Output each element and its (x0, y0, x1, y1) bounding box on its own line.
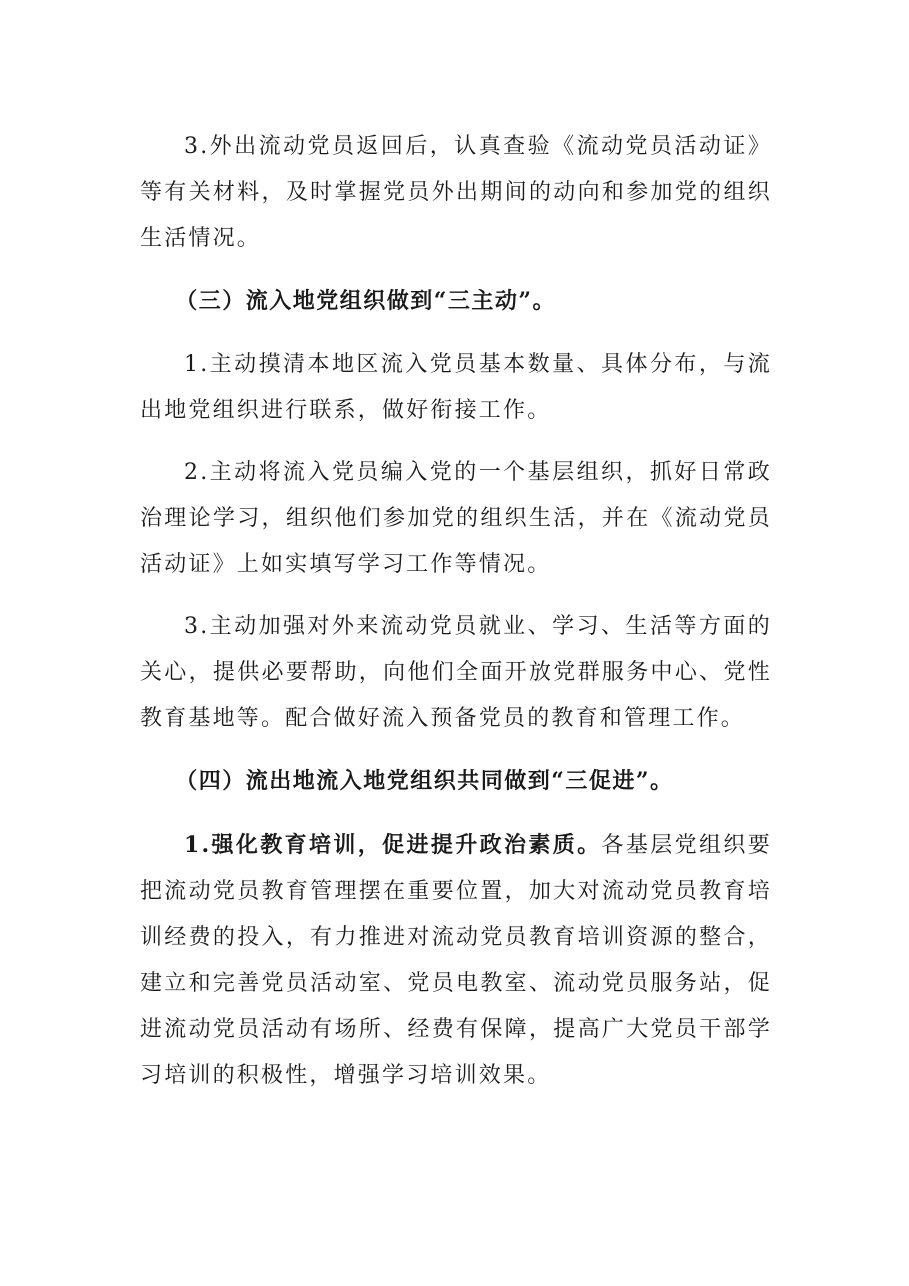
paragraph-item-3-care: 3.主动加强对外来流动党员就业、学习、生活等方面的关心，提供必要帮助，向他们全面开放党群服务中心、党性教育基地等。配合做好流入预备党员的教育和管理工作。 (140, 614, 772, 731)
paragraph-education-training (140, 822, 772, 1099)
paragraph-item-2-organize: 2.主动将流入党员编入党的一个基层组织，抓好日常政治理论学习，组织他们参加党的组织生活，并在《流动党员活动证》上如实填写学习工作等情况。 (140, 460, 772, 577)
document-body (140, 124, 772, 1115)
section-heading-three-promotions: （四）流出地流入地党组织共同做到“三促进”。 (175, 768, 674, 794)
paragraph-returned-members: 3.外出流动党员返回后，认真查验《流动党员活动证》等有关材料，及时掌握党员外出期间的动向和参加党的组织生活情况。 (140, 134, 772, 251)
section-heading-three-initiatives: （三）流入地党组织做到“三主动”。 (175, 288, 556, 314)
paragraph-body-text: 各基层党组织要把流动党员教育管理摆在重要位置，加大对流动党员教育培训经费的投入，有力推进对流动党员教育培训资源的整合，建立和完善党员活动室、党员电教室、流动党员服务站，促进流动党员活动有场所、经费有保障，提高广大党员干部学习培训的积极性，增强学习培训效果。 (140, 833, 772, 1088)
paragraph-item-1-survey: 1.主动摸清本地区流入党员基本数量、具体分布，与流出地党组织进行联系，做好衔接工作。 (140, 352, 772, 423)
paragraph-lead-sentence: 1.强化教育培训，促进提升政治素质。 (184, 832, 602, 858)
